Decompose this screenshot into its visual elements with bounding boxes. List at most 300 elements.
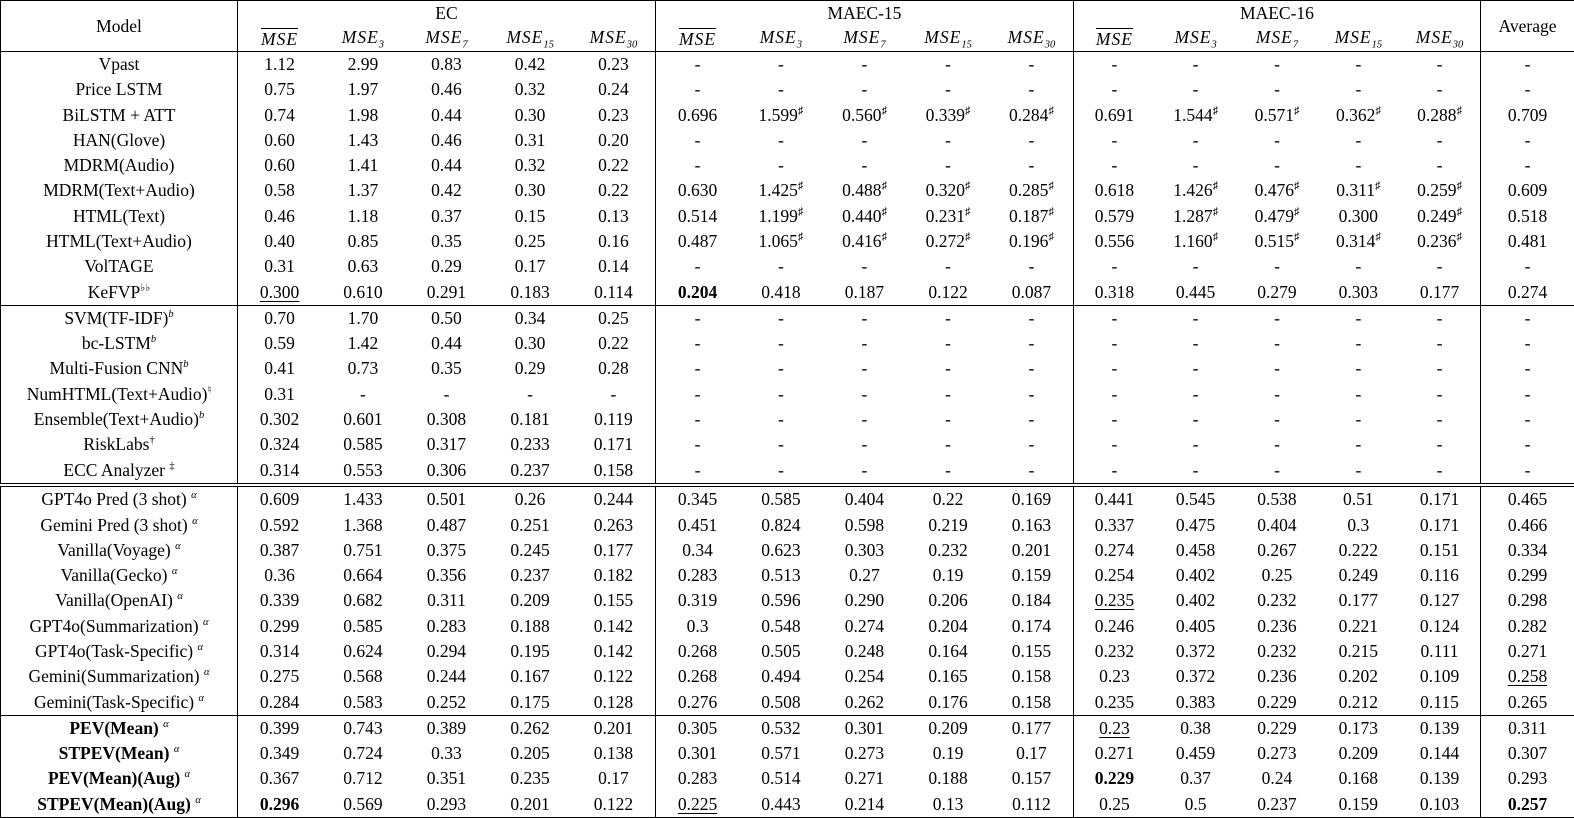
value-cell: 0.282 bbox=[1481, 614, 1574, 639]
value-cell: - bbox=[1274, 256, 1280, 277]
value-cell: 0.263 bbox=[593, 514, 634, 535]
value-cell: 0.23 bbox=[1074, 715, 1155, 741]
table-row bbox=[1, 204, 1574, 229]
model-name: STPEV(Mean)(Aug) $^\alpha$ bbox=[37, 793, 201, 814]
value-cell: 0.23 bbox=[598, 104, 629, 125]
value-cell: 0.337 bbox=[1074, 513, 1155, 538]
value-cell: - bbox=[1481, 52, 1574, 78]
table-row bbox=[1, 664, 1574, 689]
value-cell: 0.205 bbox=[510, 743, 550, 764]
value-cell: - bbox=[1274, 383, 1280, 404]
model-name: Ensemble(Text+Audio)$^b$ bbox=[33, 408, 205, 429]
value-cell: 0.273 bbox=[844, 743, 885, 764]
value-cell: 0.237 bbox=[510, 459, 550, 480]
value-cell: 0.481 bbox=[1481, 229, 1574, 254]
value-cell: - bbox=[1436, 459, 1443, 480]
value-cell: 0.568 bbox=[343, 666, 383, 687]
value-cell: 0.274 bbox=[1074, 538, 1155, 563]
value-cell: - bbox=[1436, 155, 1443, 176]
value-cell: - bbox=[777, 256, 784, 277]
value-cell: 0.187♯ bbox=[1009, 205, 1054, 226]
value-cell: 0.664 bbox=[343, 565, 383, 586]
table-row bbox=[1, 766, 1574, 791]
value-cell: 0.682 bbox=[343, 590, 383, 611]
value-cell: 0.254 bbox=[1074, 563, 1155, 588]
model-name: KeFVP♭♭ bbox=[87, 281, 151, 302]
value-cell: 1.199♯ bbox=[758, 205, 804, 226]
value-cell: 0.624 bbox=[343, 640, 383, 661]
value-cell: 0.513 bbox=[761, 565, 801, 586]
value-cell: 0.42 bbox=[514, 54, 546, 75]
value-cell: 0.303 bbox=[1338, 281, 1379, 302]
value-cell: 0.623 bbox=[761, 539, 801, 560]
value-cell: 1.12 bbox=[238, 52, 322, 78]
value-cell: 0.402 bbox=[1175, 590, 1216, 611]
value-cell: - bbox=[945, 408, 951, 429]
value-cell: - bbox=[1074, 432, 1155, 457]
value-cell: 0.271 bbox=[844, 768, 885, 789]
table-row bbox=[1, 178, 1574, 203]
value-cell: 0.571 bbox=[761, 743, 801, 764]
value-cell: 0.283 bbox=[655, 766, 739, 791]
value-cell: - bbox=[945, 459, 951, 480]
value-cell: 0.505 bbox=[761, 640, 801, 661]
table-row bbox=[1, 103, 1574, 128]
value-cell: - bbox=[945, 256, 951, 277]
value-cell: 1.98 bbox=[347, 104, 379, 125]
value-cell: 0.35 bbox=[431, 358, 462, 379]
value-cell: 0.274 bbox=[1481, 279, 1574, 305]
value-cell: - bbox=[1481, 407, 1574, 432]
value-cell: 0.35 bbox=[431, 230, 462, 251]
table-row bbox=[1, 792, 1574, 818]
value-cell: 0.232 bbox=[928, 539, 968, 560]
value-cell: 0.22 bbox=[906, 485, 990, 513]
value-cell: - bbox=[861, 155, 868, 176]
value-cell: 0.24 bbox=[598, 79, 629, 100]
value-cell: 0.293 bbox=[1481, 766, 1574, 791]
value-cell: - bbox=[1481, 254, 1574, 279]
value-cell: - bbox=[1355, 358, 1362, 379]
value-cell: 0.275 bbox=[238, 664, 322, 689]
value-cell: 0.532 bbox=[739, 715, 823, 741]
value-cell: - bbox=[945, 79, 951, 100]
value-cell: 0.30 bbox=[514, 333, 546, 354]
value-cell: - bbox=[527, 383, 533, 404]
value-cell: 0.142 bbox=[593, 615, 634, 636]
value-cell: 0.585 bbox=[739, 485, 823, 513]
value-cell: - bbox=[1399, 305, 1480, 331]
value-cell: - bbox=[777, 434, 784, 455]
model-name: Multi-Fusion CNN$^b$ bbox=[49, 358, 189, 379]
value-cell: - bbox=[1355, 54, 1362, 75]
value-cell: - bbox=[906, 305, 990, 331]
model-name: Price LSTM bbox=[75, 79, 163, 100]
value-cell: 1.065♯ bbox=[758, 230, 804, 251]
value-cell: 1.160♯ bbox=[1173, 230, 1218, 251]
value-cell: 0.235 bbox=[510, 768, 550, 789]
value-cell: - bbox=[655, 356, 739, 381]
value-cell: 0.219 bbox=[928, 514, 968, 535]
value-cell: 0.601 bbox=[343, 408, 383, 429]
value-cell: 0.209 bbox=[510, 590, 550, 611]
table-row bbox=[1, 513, 1574, 538]
value-cell: 0.283 bbox=[655, 563, 739, 588]
value-cell: - bbox=[1028, 129, 1035, 150]
value-cell: 0.232 bbox=[1257, 590, 1297, 611]
header-metric-MAEC-16-MSE30: $MSE_{30}$ bbox=[1399, 26, 1480, 52]
value-cell: 0.399 bbox=[238, 715, 322, 741]
value-cell: 0.274 bbox=[844, 615, 885, 636]
table-row bbox=[1, 77, 1574, 102]
model-name: Gemini Pred (3 shot) $^\alpha$ bbox=[40, 514, 198, 535]
value-cell: - bbox=[1074, 382, 1155, 407]
value-cell: 0.258 bbox=[1481, 664, 1574, 689]
header-metric-MAEC-15-MSE3: $MSE_3$ bbox=[739, 26, 823, 52]
value-cell: 0.724 bbox=[343, 743, 383, 764]
value-cell: - bbox=[1074, 331, 1155, 356]
value-cell: 0.743 bbox=[321, 715, 405, 741]
value-cell: - bbox=[655, 254, 739, 279]
value-cell: - bbox=[1028, 459, 1035, 480]
value-cell: 0.466 bbox=[1481, 513, 1574, 538]
value-cell: 0.41 bbox=[238, 356, 322, 381]
value-cell: 0.138 bbox=[593, 743, 634, 764]
value-cell: - bbox=[777, 408, 784, 429]
value-cell: 0.173 bbox=[1318, 715, 1399, 741]
value-cell: - bbox=[945, 333, 951, 354]
value-cell: 0.301 bbox=[823, 715, 907, 741]
value-cell: 0.32 bbox=[514, 79, 546, 100]
value-cell: - bbox=[1028, 256, 1035, 277]
value-cell: 0.202 bbox=[1338, 666, 1379, 687]
value-cell: - bbox=[1192, 256, 1199, 277]
value-cell: - bbox=[990, 305, 1074, 331]
value-cell: 0.75 bbox=[238, 77, 322, 102]
value-cell: - bbox=[1436, 434, 1443, 455]
table-row bbox=[1, 279, 1574, 305]
model-name: GPT4o(Task-Specific) $^\alpha$ bbox=[34, 640, 204, 661]
value-cell: 0.236 bbox=[1257, 615, 1297, 636]
header-metric-MAEC-15-MSE30: $MSE_{30}$ bbox=[990, 26, 1074, 52]
value-cell: 0.31 bbox=[514, 129, 546, 150]
value-cell: 0.538 bbox=[1236, 485, 1317, 513]
value-cell: 0.317 bbox=[426, 434, 467, 455]
model-name: GPT4o(Summarization) $^\alpha$ bbox=[29, 615, 209, 636]
value-cell: - bbox=[1481, 77, 1574, 102]
value-cell: - bbox=[655, 407, 739, 432]
header-row-metrics bbox=[1, 26, 1574, 52]
value-cell: - bbox=[861, 54, 868, 75]
value-cell: 0.111 bbox=[1420, 640, 1459, 661]
model-name: PEV(Mean)(Aug) $^\alpha$ bbox=[47, 768, 191, 789]
model-name: Vanilla(Voyage) $^\alpha$ bbox=[57, 539, 181, 560]
value-cell: 0.232 bbox=[1074, 639, 1155, 664]
value-cell: 0.311 bbox=[427, 590, 466, 611]
value-cell: - bbox=[1436, 54, 1443, 75]
model-name: HTML(Text+Audio) bbox=[46, 230, 192, 251]
value-cell: 0.19 bbox=[932, 743, 964, 764]
value-cell: 0.254 bbox=[844, 666, 885, 687]
value-cell: - bbox=[1274, 155, 1280, 176]
value-cell: - bbox=[777, 155, 784, 176]
value-cell: 0.311 bbox=[1481, 715, 1574, 741]
value-cell: 0.214 bbox=[844, 793, 885, 814]
value-cell: 0.122 bbox=[593, 793, 634, 814]
value-cell: - bbox=[1436, 408, 1443, 429]
value-cell: 0.458 bbox=[1175, 539, 1216, 560]
value-cell: 0.271 bbox=[1074, 741, 1155, 766]
value-cell: 0.60 bbox=[238, 153, 322, 178]
value-cell: 0.139 bbox=[1419, 768, 1460, 789]
value-cell: 0.14 bbox=[598, 256, 629, 277]
value-cell: 0.50 bbox=[405, 305, 489, 331]
value-cell: 0.163 bbox=[1011, 514, 1052, 535]
value-cell: 0.311♯ bbox=[1336, 180, 1381, 201]
value-cell: 0.38 bbox=[1155, 715, 1236, 741]
value-cell: 0.284 bbox=[238, 689, 322, 715]
value-cell: - bbox=[1481, 432, 1574, 457]
value-cell: - bbox=[1192, 54, 1199, 75]
header-metric-MAEC-16-MSE15: $MSE_{15}$ bbox=[1318, 26, 1399, 52]
value-cell: - bbox=[1355, 155, 1362, 176]
value-cell: 0.142 bbox=[593, 640, 634, 661]
value-cell: - bbox=[1481, 153, 1574, 178]
value-cell: 0.268 bbox=[655, 664, 739, 689]
value-cell: 0.251 bbox=[510, 514, 550, 535]
value-cell: - bbox=[1355, 256, 1362, 277]
value-cell: 0.231♯ bbox=[925, 205, 971, 226]
value-cell: - bbox=[1274, 358, 1280, 379]
value-cell: 0.31 bbox=[238, 382, 322, 407]
value-cell: 0.244 bbox=[572, 485, 656, 513]
value-cell: - bbox=[1192, 408, 1199, 429]
value-cell: 0.372 bbox=[1175, 640, 1216, 661]
table-row bbox=[1, 457, 1574, 485]
value-cell: 0.195 bbox=[510, 640, 550, 661]
table-row bbox=[1, 538, 1574, 563]
value-cell: - bbox=[945, 129, 951, 150]
value-cell: 0.34 bbox=[655, 538, 739, 563]
value-cell: 0.387 bbox=[238, 538, 322, 563]
value-cell: 0.116 bbox=[1420, 565, 1459, 586]
header-metric-EC-MSE15: $MSE_{15}$ bbox=[488, 26, 572, 52]
value-cell: 0.168 bbox=[1338, 768, 1379, 789]
value-cell: - bbox=[861, 358, 868, 379]
table-row bbox=[1, 331, 1574, 356]
value-cell: 0.124 bbox=[1419, 615, 1460, 636]
value-cell: 0.215 bbox=[1338, 640, 1379, 661]
value-cell: 0.114 bbox=[594, 281, 633, 302]
value-cell: 0.351 bbox=[426, 768, 467, 789]
value-cell: 0.609 bbox=[238, 485, 322, 513]
value-cell: - bbox=[1074, 356, 1155, 381]
value-cell: 0.293 bbox=[426, 793, 467, 814]
table-row bbox=[1, 563, 1574, 588]
value-cell: 0.13 bbox=[598, 205, 629, 226]
value-cell: - bbox=[610, 383, 617, 404]
model-name: HTML(Text) bbox=[72, 205, 166, 226]
header-metric-MAEC-16-MSE7: $MSE_7$ bbox=[1236, 26, 1317, 52]
value-cell: - bbox=[1274, 129, 1280, 150]
value-cell: 0.488♯ bbox=[842, 180, 887, 201]
value-cell: - bbox=[655, 457, 739, 485]
table-row bbox=[1, 639, 1574, 664]
value-cell: - bbox=[1274, 79, 1280, 100]
header-metric-EC-MSE7: $MSE_7$ bbox=[405, 26, 489, 52]
value-cell: - bbox=[861, 459, 868, 480]
value-cell: 0.334 bbox=[1481, 538, 1574, 563]
value-cell: 0.70 bbox=[238, 305, 322, 331]
table-row bbox=[1, 356, 1574, 381]
value-cell: 0.182 bbox=[593, 565, 634, 586]
value-cell: 0.262 bbox=[488, 715, 572, 741]
value-cell: 0.451 bbox=[655, 513, 739, 538]
value-cell: 0.29 bbox=[431, 256, 462, 277]
value-cell: 0.225 bbox=[655, 792, 739, 818]
value-cell: 0.158 bbox=[1011, 666, 1052, 687]
value-cell: 0.44 bbox=[431, 333, 462, 354]
value-cell: 0.515♯ bbox=[1254, 230, 1300, 251]
value-cell: 0.267 bbox=[1257, 539, 1297, 560]
value-cell: 0.229 bbox=[1236, 715, 1317, 741]
value-cell: 1.544♯ bbox=[1173, 104, 1218, 125]
value-cell: 0.112 bbox=[1012, 793, 1051, 814]
value-cell: 0.229 bbox=[1257, 691, 1297, 712]
value-cell: 0.29 bbox=[514, 358, 546, 379]
value-cell: - bbox=[1028, 408, 1035, 429]
value-cell: - bbox=[1074, 457, 1155, 485]
value-cell: 0.229 bbox=[1074, 766, 1155, 791]
value-cell: 0.5 bbox=[1184, 793, 1207, 814]
value-cell: 0.232 bbox=[1257, 640, 1297, 661]
value-cell: 0.204 bbox=[928, 615, 968, 636]
value-cell: 1.43 bbox=[347, 129, 379, 150]
value-cell: 1.368 bbox=[343, 514, 383, 535]
value-cell: 0.514 bbox=[761, 768, 801, 789]
value-cell: - bbox=[1028, 155, 1035, 176]
value-cell: 0.235 bbox=[1074, 588, 1155, 613]
value-cell: 0.268 bbox=[655, 639, 739, 664]
header-group-maec15: MAEC-15 bbox=[655, 1, 1073, 27]
value-cell: 0.596 bbox=[761, 590, 801, 611]
value-cell: 0.487 bbox=[426, 514, 467, 535]
value-cell: 0.320♯ bbox=[925, 180, 971, 201]
value-cell: 0.17 bbox=[598, 768, 629, 789]
header-group-ec: EC bbox=[238, 1, 656, 27]
value-cell: 0.25 bbox=[1261, 565, 1293, 586]
table-row bbox=[1, 254, 1574, 279]
value-cell: 0.119 bbox=[594, 408, 633, 429]
header-metric-EC-MSE30: $MSE_{30}$ bbox=[572, 26, 656, 52]
value-cell: - bbox=[1192, 358, 1199, 379]
value-cell: 0.26 bbox=[488, 485, 572, 513]
value-cell: 0.246 bbox=[1074, 614, 1155, 639]
value-cell: 0.171 bbox=[1399, 485, 1480, 513]
header-group-maec16: MAEC-16 bbox=[1074, 1, 1481, 27]
model-name: PEV(Mean) $^\alpha$ bbox=[1, 715, 238, 741]
value-cell: 0.712 bbox=[343, 768, 383, 789]
value-cell: - bbox=[861, 383, 868, 404]
value-cell: - bbox=[1274, 408, 1280, 429]
header-metric-MAEC-15-MSE15: $MSE_{15}$ bbox=[906, 26, 990, 52]
header-average: Average bbox=[1481, 1, 1574, 52]
value-cell: 0.236♯ bbox=[1417, 230, 1462, 251]
value-cell: 0.319 bbox=[655, 588, 739, 613]
value-cell: - bbox=[945, 434, 951, 455]
value-cell: 2.99 bbox=[347, 54, 379, 75]
value-cell: 0.177 bbox=[593, 539, 634, 560]
value-cell: 0.291 bbox=[426, 281, 467, 302]
value-cell: 0.630 bbox=[655, 178, 739, 203]
table-row bbox=[1, 382, 1574, 407]
value-cell: 0.475 bbox=[1175, 514, 1216, 535]
value-cell: - bbox=[1192, 434, 1199, 455]
value-cell: 0.259♯ bbox=[1417, 180, 1462, 201]
value-cell: 0.164 bbox=[928, 640, 968, 661]
value-cell: 0.204 bbox=[655, 279, 739, 305]
value-cell: - bbox=[777, 333, 784, 354]
value-cell: - bbox=[1028, 383, 1035, 404]
value-cell: - bbox=[1192, 129, 1199, 150]
value-cell: 0.301 bbox=[655, 741, 739, 766]
value-cell: 0.169 bbox=[990, 485, 1074, 513]
value-cell: - bbox=[1192, 459, 1199, 480]
value-cell: - bbox=[1074, 407, 1155, 432]
value-cell: 0.445 bbox=[1175, 281, 1216, 302]
value-cell: - bbox=[655, 382, 739, 407]
value-cell: 0.571♯ bbox=[1254, 104, 1300, 125]
model-name: Gemini(Summarization) $^\alpha$ bbox=[28, 666, 210, 687]
value-cell: 0.479♯ bbox=[1254, 205, 1300, 226]
value-cell: - bbox=[1481, 128, 1574, 153]
value-cell: 0.188 bbox=[928, 768, 968, 789]
value-cell: - bbox=[739, 305, 823, 331]
header-metric-MAEC-16-MSE: MSE bbox=[1074, 26, 1155, 52]
value-cell: 0.610 bbox=[343, 281, 383, 302]
value-cell: 0.171 bbox=[1419, 514, 1460, 535]
value-cell: 0.349 bbox=[238, 741, 322, 766]
value-cell: 0.276 bbox=[655, 689, 739, 715]
value-cell: 0.087 bbox=[1011, 281, 1052, 302]
value-cell: 0.300 bbox=[1338, 205, 1379, 226]
value-cell: 0.487 bbox=[655, 229, 739, 254]
value-cell: 0.23 bbox=[598, 54, 629, 75]
value-cell: 0.58 bbox=[238, 178, 322, 203]
value-cell: 0.404 bbox=[1257, 514, 1297, 535]
value-cell: - bbox=[777, 383, 784, 404]
value-cell: - bbox=[861, 434, 868, 455]
value-cell: 0.17 bbox=[1016, 743, 1047, 764]
value-cell: - bbox=[861, 79, 868, 100]
value-cell: 0.177 bbox=[1419, 281, 1460, 302]
value-cell: 0.221 bbox=[1338, 615, 1379, 636]
value-cell: 1.37 bbox=[347, 180, 379, 201]
value-cell: 0.51 bbox=[1318, 485, 1399, 513]
value-cell: 0.206 bbox=[928, 590, 968, 611]
value-cell: 0.46 bbox=[238, 204, 322, 229]
value-cell: - bbox=[945, 383, 951, 404]
value-cell: 0.177 bbox=[1338, 590, 1379, 611]
value-cell: 0.63 bbox=[347, 256, 379, 277]
value-cell: 0.201 bbox=[1011, 539, 1052, 560]
value-cell: - bbox=[1481, 331, 1574, 356]
value-cell: 0.318 bbox=[1074, 279, 1155, 305]
value-cell: 0.294 bbox=[426, 640, 467, 661]
value-cell: - bbox=[777, 129, 784, 150]
value-cell: 0.556 bbox=[1074, 229, 1155, 254]
value-cell: 0.265 bbox=[1481, 689, 1574, 715]
